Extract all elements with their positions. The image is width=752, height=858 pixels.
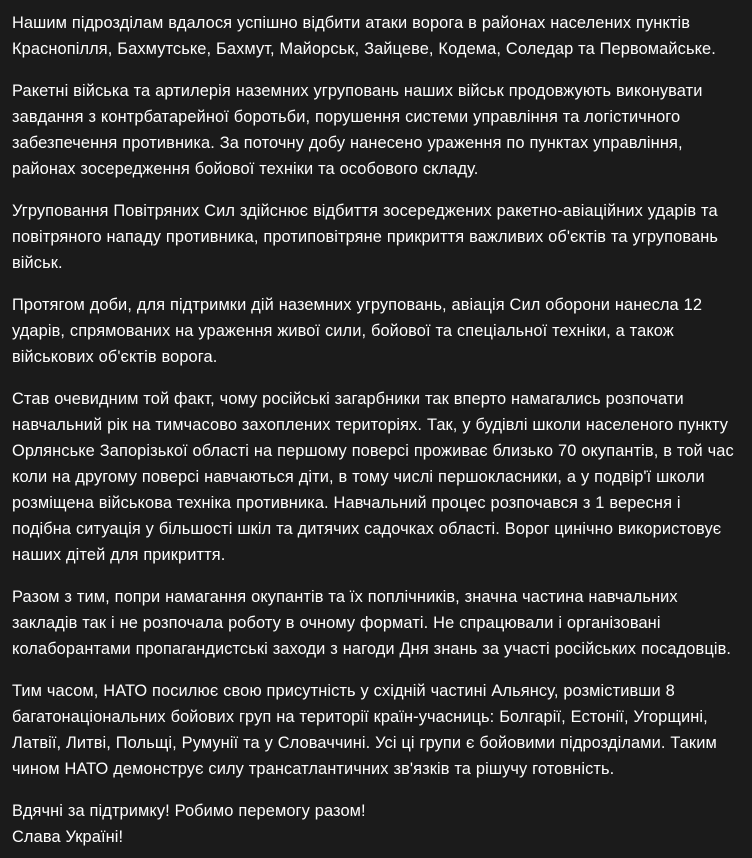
paragraph-6: Разом з тим, попри намагання окупантів та їх поплічників, значна частина навчальних закладів так і не розпочала роботу в очному форматі. Не спрацювали і організовані колаборантами пропагандистські заходи з нагоди Дня знань за участі російських посадовців.: [12, 588, 732, 658]
paragraph-4: Протягом доби, для підтримки дій наземних угруповань, авіація Сил оборони нанесла 12 ударів, спрямованих на ураження живої сили, бойової та спеціальної техніки, а також військових об'єктів ворога.: [12, 296, 703, 366]
paragraph-gratitude: Вдячні за підтримку! Робимо перемогу разом!: [12, 802, 366, 820]
paragraph-5: Став очевидним той факт, чому російські загарбники так вперто намагались розпочати навчальний рік на тимчасово захоплених територіях. Так, у будівлі школи населеного пункту Орлянське Запорізької області на першому поверсі проживає близько 70 окупантів, в той час коли на другому поверсі навчаються діти, в тому числі першокласники, а у подвір'ї школи розміщена військова техніка противника. Навчальний процес розпочався з 1 вересня і подібна ситуація у більшості шкіл та дитячих садочках області. Ворог цинічно використовує наших дітей для прикриття.: [12, 390, 734, 564]
paragraph-slogan: Слава Україні!: [12, 828, 124, 846]
paragraph-3: Угруповання Повітряних Сил здійснює відбиття зосереджених ракетно-авіаційних ударів та повітряного нападу противника, протиповітряне прикриття важливих об'єктів та угруповань військ.: [12, 202, 718, 272]
paragraph-1: Нашим підрозділам вдалося успішно відбити атаки ворога в районах населених пунктів Краснопілля, Бахмутське, Бахмут, Майорськ, Зайцеве, Кодема, Соледар та Первомайське.: [12, 14, 716, 58]
paragraph-7: Тим часом, НАТО посилює свою присутність у східній частині Альянсу, розмістивши 8 багатонаціональних бойових груп на території країн-учасниць: Болгарії, Естонії, Угорщині, Латвії, Литві, Польщі, Румунії та у Словаччині. Усі ці групи є бойовими підрозділами. Таким чином НАТО демонструє силу трансатлантичних зв'язків та рішучу готовність.: [12, 682, 717, 778]
paragraph-2: Ракетні війська та артилерія наземних угруповань наших військ продовжують виконувати завдання з контрбатарейної боротьби, порушення системи управління та логістичного забезпечення противника. За поточну добу нанесено ураження по пунктах управління, районах зосередження бойової техніки та особового складу.: [12, 82, 703, 178]
